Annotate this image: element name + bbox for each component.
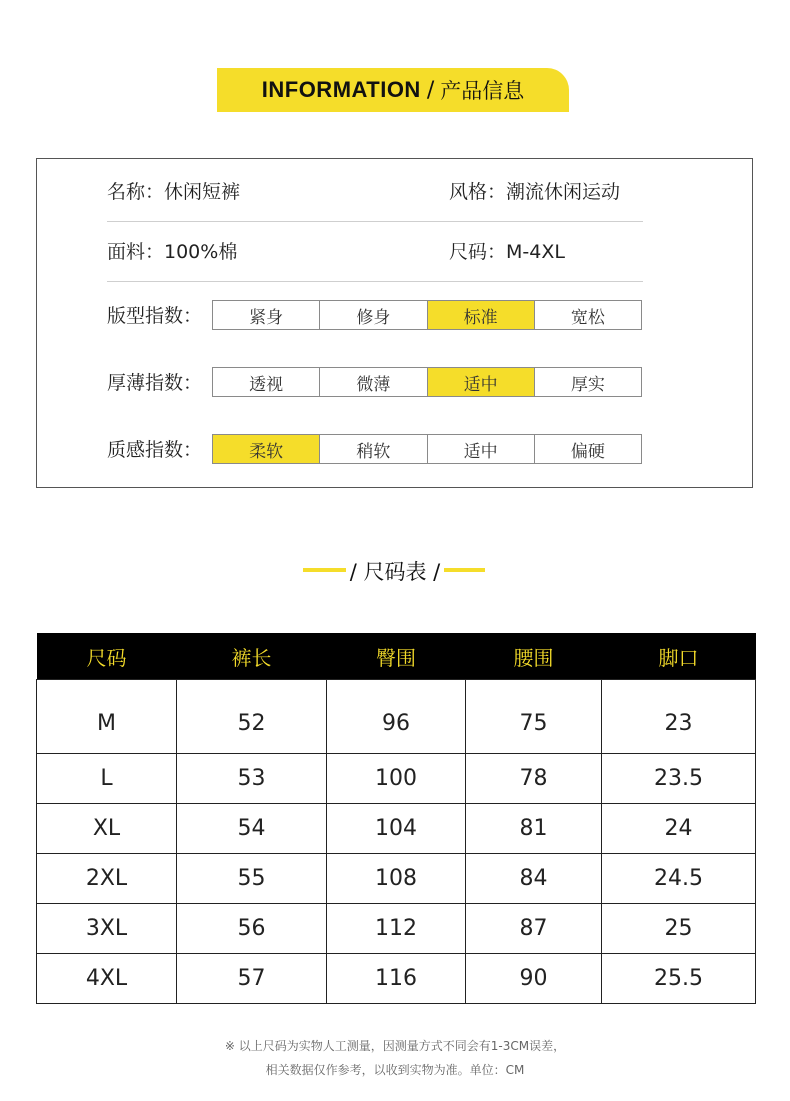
scale-option: 紧身 bbox=[213, 301, 320, 329]
table-row bbox=[37, 954, 756, 1004]
table-cell: 25.5 bbox=[602, 954, 756, 1004]
table-cell: 108 bbox=[327, 854, 466, 904]
table-cell: 24 bbox=[602, 804, 756, 854]
table-row bbox=[37, 904, 756, 954]
product-fabric: 面料：100%棉 bbox=[107, 241, 238, 263]
scale-option: 宽松 bbox=[570, 307, 605, 328]
table-cell: 55 bbox=[177, 854, 327, 904]
scale-option: 透视 bbox=[213, 368, 320, 396]
size-table-header-row bbox=[37, 633, 756, 680]
table-cell: 23 bbox=[602, 680, 756, 754]
product-style: 风格：潮流休闲运动 bbox=[449, 181, 621, 203]
banner-english-title: INFORMATION bbox=[261, 77, 421, 102]
scale-option: 修身 bbox=[320, 301, 427, 329]
divider bbox=[107, 281, 643, 282]
size-table-header-cell: 臀围 bbox=[327, 633, 466, 680]
info-row-name-style bbox=[107, 177, 643, 204]
banner-separator: / bbox=[426, 77, 435, 103]
product-name: 名称：休闲短裤 bbox=[107, 181, 241, 203]
table-cell: 3XL bbox=[37, 904, 177, 954]
size-table-header-cell: 尺码 bbox=[37, 633, 177, 680]
table-cell: 24.5 bbox=[602, 854, 756, 904]
table-cell: 56 bbox=[177, 904, 327, 954]
scale-option: 厚实 bbox=[570, 374, 605, 395]
scale-option-selected: 标准 bbox=[428, 301, 535, 329]
table-cell: 104 bbox=[327, 804, 466, 854]
size-chart-title-text: / 尺码表 / bbox=[346, 560, 445, 584]
texture-index-scale bbox=[212, 434, 642, 464]
info-row-fabric-size bbox=[107, 237, 643, 264]
info-banner bbox=[217, 68, 569, 112]
table-cell: 84 bbox=[466, 854, 602, 904]
size-table-header-cell: 裤长 bbox=[177, 633, 327, 680]
table-cell: 25 bbox=[602, 904, 756, 954]
table-cell: 112 bbox=[327, 904, 466, 954]
texture-index-label: 质感指数： bbox=[107, 439, 203, 461]
table-cell: 75 bbox=[466, 680, 602, 754]
table-cell: 57 bbox=[177, 954, 327, 1004]
size-table-body bbox=[37, 680, 756, 1004]
table-cell: XL bbox=[37, 804, 177, 854]
table-cell: 2XL bbox=[37, 854, 177, 904]
measurement-note-line2: 相关数据仅作参考，以收到实物为准。单位：CM bbox=[265, 1063, 525, 1077]
table-cell: 4XL bbox=[37, 954, 177, 1004]
divider bbox=[107, 221, 643, 222]
table-cell: 81 bbox=[466, 804, 602, 854]
table-cell: 78 bbox=[466, 754, 602, 804]
scale-option: 适中 bbox=[428, 435, 535, 463]
product-size-range: 尺码：M-4XL bbox=[449, 241, 565, 263]
thickness-index-scale bbox=[212, 367, 642, 397]
fit-index-label: 版型指数： bbox=[107, 305, 203, 327]
product-info-box bbox=[36, 158, 753, 488]
scale-option: 微薄 bbox=[320, 368, 427, 396]
table-row bbox=[37, 804, 756, 854]
table-cell: L bbox=[37, 754, 177, 804]
table-row bbox=[37, 754, 756, 804]
thickness-index-label: 厚薄指数： bbox=[107, 372, 203, 394]
scale-option-selected: 适中 bbox=[428, 368, 535, 396]
table-cell: M bbox=[37, 680, 177, 754]
banner-chinese-title: 产品信息 bbox=[440, 79, 525, 103]
size-table-header-cell: 脚口 bbox=[602, 633, 756, 680]
table-cell: 87 bbox=[466, 904, 602, 954]
table-cell: 54 bbox=[177, 804, 327, 854]
scale-option-selected: 柔软 bbox=[213, 435, 320, 463]
table-row bbox=[37, 680, 756, 754]
size-chart-title bbox=[0, 556, 790, 586]
table-cell: 96 bbox=[327, 680, 466, 754]
table-cell: 53 bbox=[177, 754, 327, 804]
table-cell: 52 bbox=[177, 680, 327, 754]
table-row bbox=[37, 854, 756, 904]
measurement-note-line1: ※ 以上尺码为实物人工测量，因测量方式不同会有1-3CM误差， bbox=[224, 1039, 566, 1053]
size-table-header-cell: 腰围 bbox=[466, 633, 602, 680]
fit-index-scale bbox=[212, 300, 642, 330]
table-cell: 23.5 bbox=[602, 754, 756, 804]
table-cell: 100 bbox=[327, 754, 466, 804]
scale-option: 偏硬 bbox=[570, 441, 605, 462]
size-table bbox=[36, 633, 756, 1004]
table-cell: 116 bbox=[327, 954, 466, 1004]
table-cell: 90 bbox=[466, 954, 602, 1004]
scale-option: 稍软 bbox=[320, 435, 427, 463]
